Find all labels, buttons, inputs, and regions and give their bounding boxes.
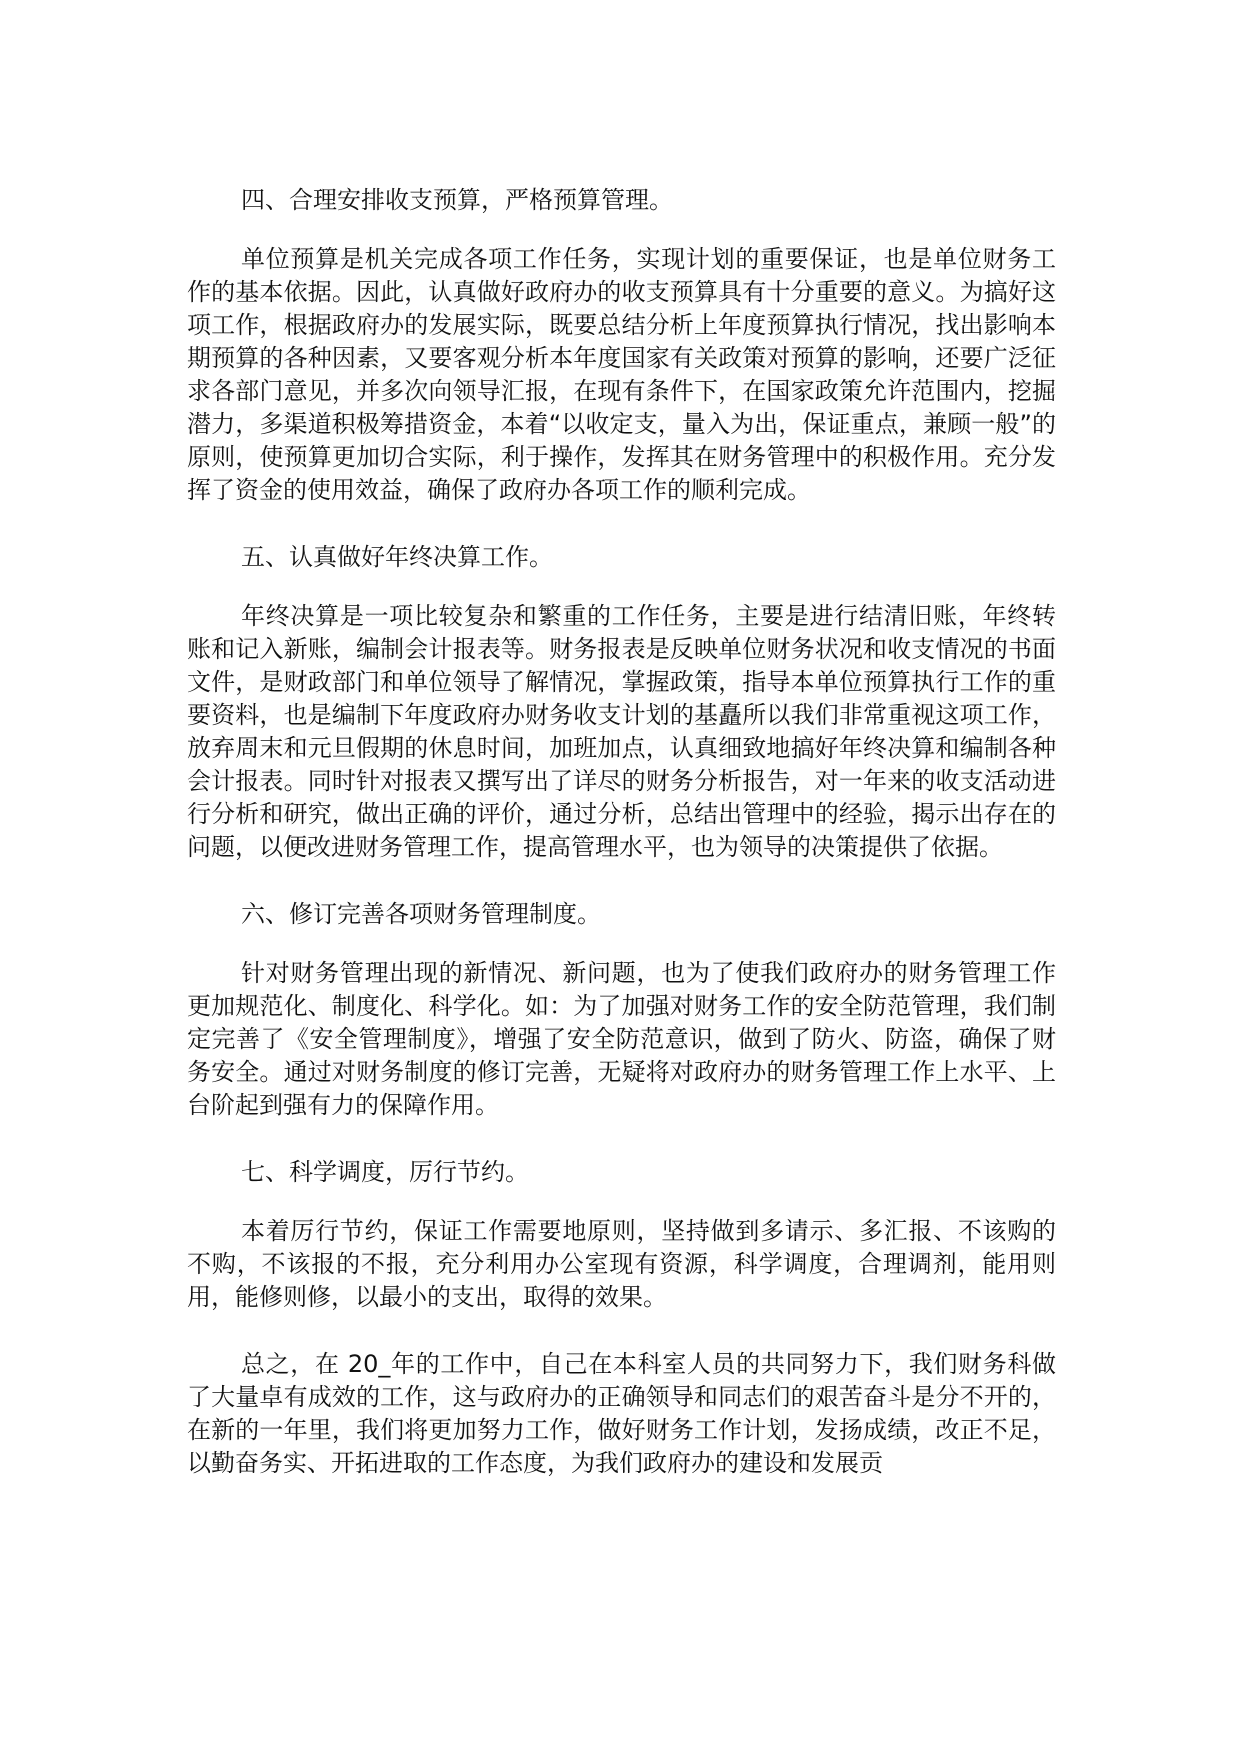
document-body	[187, 184, 1056, 1514]
section-heading-4: 四、合理安排收支预算，严格预算管理。	[241, 186, 673, 214]
section-heading-5: 五、认真做好年终决算工作。	[241, 543, 553, 571]
body-paragraph: 年终决算是一项比较复杂和繁重的工作任务，主要是进行结清旧账，年终转账和记入新账，编制会计报表等。财务报表是反映单位财务状况和收支情况的书面文件，是财政部门和单位领导了解情况，掌握政策，指导本单位预算执行工作的重要资料，也是编制下年度政府办财务收支计划的基矗所以我们非常重视这项工作，放弃周末和元旦假期的休息时间，加班加点，认真细致地搞好年终决算和编制各种会计报表。同时针对报表又撰写出了详尽的财务分析报告，对一年来的收支活动进行分析和研究，做出正确的评价，通过分析，总结出管理中的经验，揭示出存在的问题，以便改进财务管理工作，提高管理水平，也为领导的决策提供了依据。	[187, 602, 1056, 861]
section-heading-6: 六、修订完善各项财务管理制度。	[241, 900, 601, 928]
section-heading-7: 七、科学调度，厉行节约。	[241, 1158, 529, 1186]
body-paragraph: 针对财务管理出现的新情况、新问题，也为了使我们政府办的财务管理工作更加规范化、制度化、科学化。如：为了加强对财务工作的安全防范管理，我们制定完善了《安全管理制度》，增强了安全防范意识，做到了防火、防盗，确保了财务安全。通过对财务制度的修订完善，无疑将对政府办的财务管理工作上水平、上台阶起到强有力的保障作用。	[187, 959, 1056, 1119]
summary-paragraph: 总之，在 20_年的工作中，自己在本科室人员的共同努力下，我们财务科做了大量卓有成效的工作，这与政府办的正确领导和同志们的艰苦奋斗是分不开的，在新的一年里，我们将更加努力工作，做好财务工作计划，发扬成绩，改正不足，以勤奋务实、开拓进取的工作态度，为我们政府办的建设和发展贡	[187, 1350, 1056, 1477]
body-paragraph: 单位预算是机关完成各项工作任务，实现计划的重要保证，也是单位财务工作的基本依据。因此，认真做好政府办的收支预算具有十分重要的意义。为搞好这项工作，根据政府办的发展实际，既要总结分析上年度预算执行情况，找出影响本期预算的各种因素，又要客观分析本年度国家有关政策对预算的影响，还要广泛征求各部门意见，并多次向领导汇报，在现有条件下，在国家政策允许范围内，挖掘潜力，多渠道积极筹措资金，本着“以收定支，量入为出，保证重点，兼顾一般”的原则，使预算更加切合实际，利于操作，发挥其在财务管理中的积极作用。充分发挥了资金的使用效益，确保了政府办各项工作的顺利完成。	[187, 245, 1056, 504]
body-paragraph: 本着厉行节约，保证工作需要地原则，坚持做到多请示、多汇报、不该购的不购，不该报的不报，充分利用办公室现有资源，科学调度，合理调剂，能用则用，能修则修，以最小的支出，取得的效果。	[187, 1217, 1056, 1311]
